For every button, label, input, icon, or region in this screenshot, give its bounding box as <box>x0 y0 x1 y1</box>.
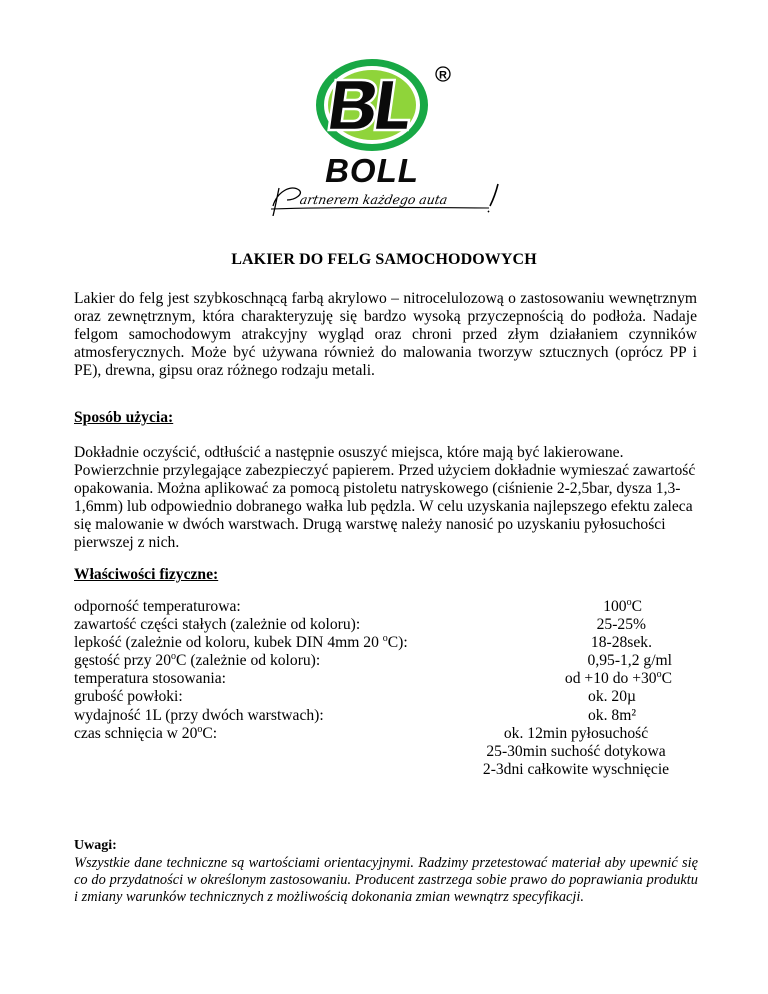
property-value: ok. 8m² <box>588 706 636 724</box>
property-label: zawartość części stałych (zależnie od koloru): <box>74 616 361 634</box>
property-value: 25-30min suchość dotykowa <box>486 742 666 760</box>
property-row <box>74 634 694 652</box>
usage-paragraph: Dokładnie oczyścić, odtłuścić a następnie osuszyć miejsca, które mają być lakierowane. Powierzchnie przylegające zabezpieczyć papierem. Przed użyciem dokładnie wymieszać zawartość opakowania. Można aplikować za pomocą pistoletu natryskowego (ciśnienie 2-2,5bar, dysza 1,3-1,6mm) lub odpowiednio dobranego wałka lub pędzla. W celu uzyskania najlepszego efektu zaleca się malowanie w dwóch warstwach. Drugą warstwę należy nanosić po uzyskaniu pyłosuchości pierwszej z nich. <box>74 444 696 552</box>
property-value: od +10 do $+30^oC$ <box>564 669 672 688</box>
notes-paragraph: Wszystkie dane techniczne są wartościami orientacyjnymi. Radzimy przetestować materiał aby upewnić się co do przydatności w określonym zastosowaniu. Producent zastrzega sobie prawo do poprawiania produktu i zmiany warunków technicznych z możliwością dokonania zmian wewnątrz specyfikacji. <box>74 855 698 906</box>
property-label: temperatura stosowania: <box>74 670 226 688</box>
brand-wordmark: BOLL <box>325 152 419 189</box>
document-title: LAKIER DO FELG SAMOCHODOWYCH <box>231 251 537 268</box>
properties-heading: Właściwości fizyczne: <box>74 566 219 583</box>
property-row <box>74 707 694 725</box>
property-row <box>74 670 694 688</box>
properties-table <box>74 598 694 779</box>
notes-heading: Uwagi: <box>74 838 117 853</box>
property-value: ok. 20µ <box>588 688 636 706</box>
property-label: grubość powłoki: <box>74 688 183 706</box>
property-row <box>74 725 694 743</box>
property-value: 100$^o$C <box>603 597 642 615</box>
boll-logo <box>255 58 515 216</box>
property-value: 0,95-1,2 g/ml <box>587 652 672 670</box>
svg-text:artnerem każdego auta: artnerem każdego auta <box>298 192 449 207</box>
property-label: wydajność 1L (przy dwóch warstwach): <box>74 706 324 724</box>
property-label: odporność temperaturowa: <box>74 598 241 615</box>
property-value: 18-28sek. <box>590 634 652 652</box>
intro-paragraph: Lakier do felg jest szybkoschnącą farbą akrylowo – nitrocelulozową o zastosowaniu wewnętrznym oraz zewnętrznym, która charakteryzuję się bardzo wysoką przyczepnością do podłoża. Nadaje felgom samochodowym atrakcyjny wygląd oraz chroni przed złym działaniem czynników atmosferycznych. Może być używana również do malowania tworzyw sztucznych (oprócz PP i PE), drewna, gipsu oraz różnego rodzaju metali. <box>74 290 697 380</box>
property-row <box>74 743 694 761</box>
property-value: ok. 12min pyłosuchość <box>503 724 649 742</box>
property-row <box>74 761 694 779</box>
boll-logo-graphic <box>255 58 515 216</box>
property-label: czas schnięcia w 20$^o$C: <box>74 723 218 742</box>
svg-text:R: R <box>439 69 447 82</box>
property-label: lepkość (zależnie od koloru, kubek DIN 4mm 20 $^o$C): <box>74 633 408 652</box>
property-label: gęstość przy 20$^o$C (zależnie od koloru): <box>74 651 321 670</box>
property-row <box>74 616 694 634</box>
property-value: 25-25% <box>596 616 646 634</box>
property-row <box>74 652 694 670</box>
property-value: 2-3dni całkowite wyschnięcie <box>482 760 670 778</box>
property-row <box>74 688 694 706</box>
property-row <box>74 598 694 616</box>
usage-heading: Sposób użycia: <box>74 409 174 426</box>
